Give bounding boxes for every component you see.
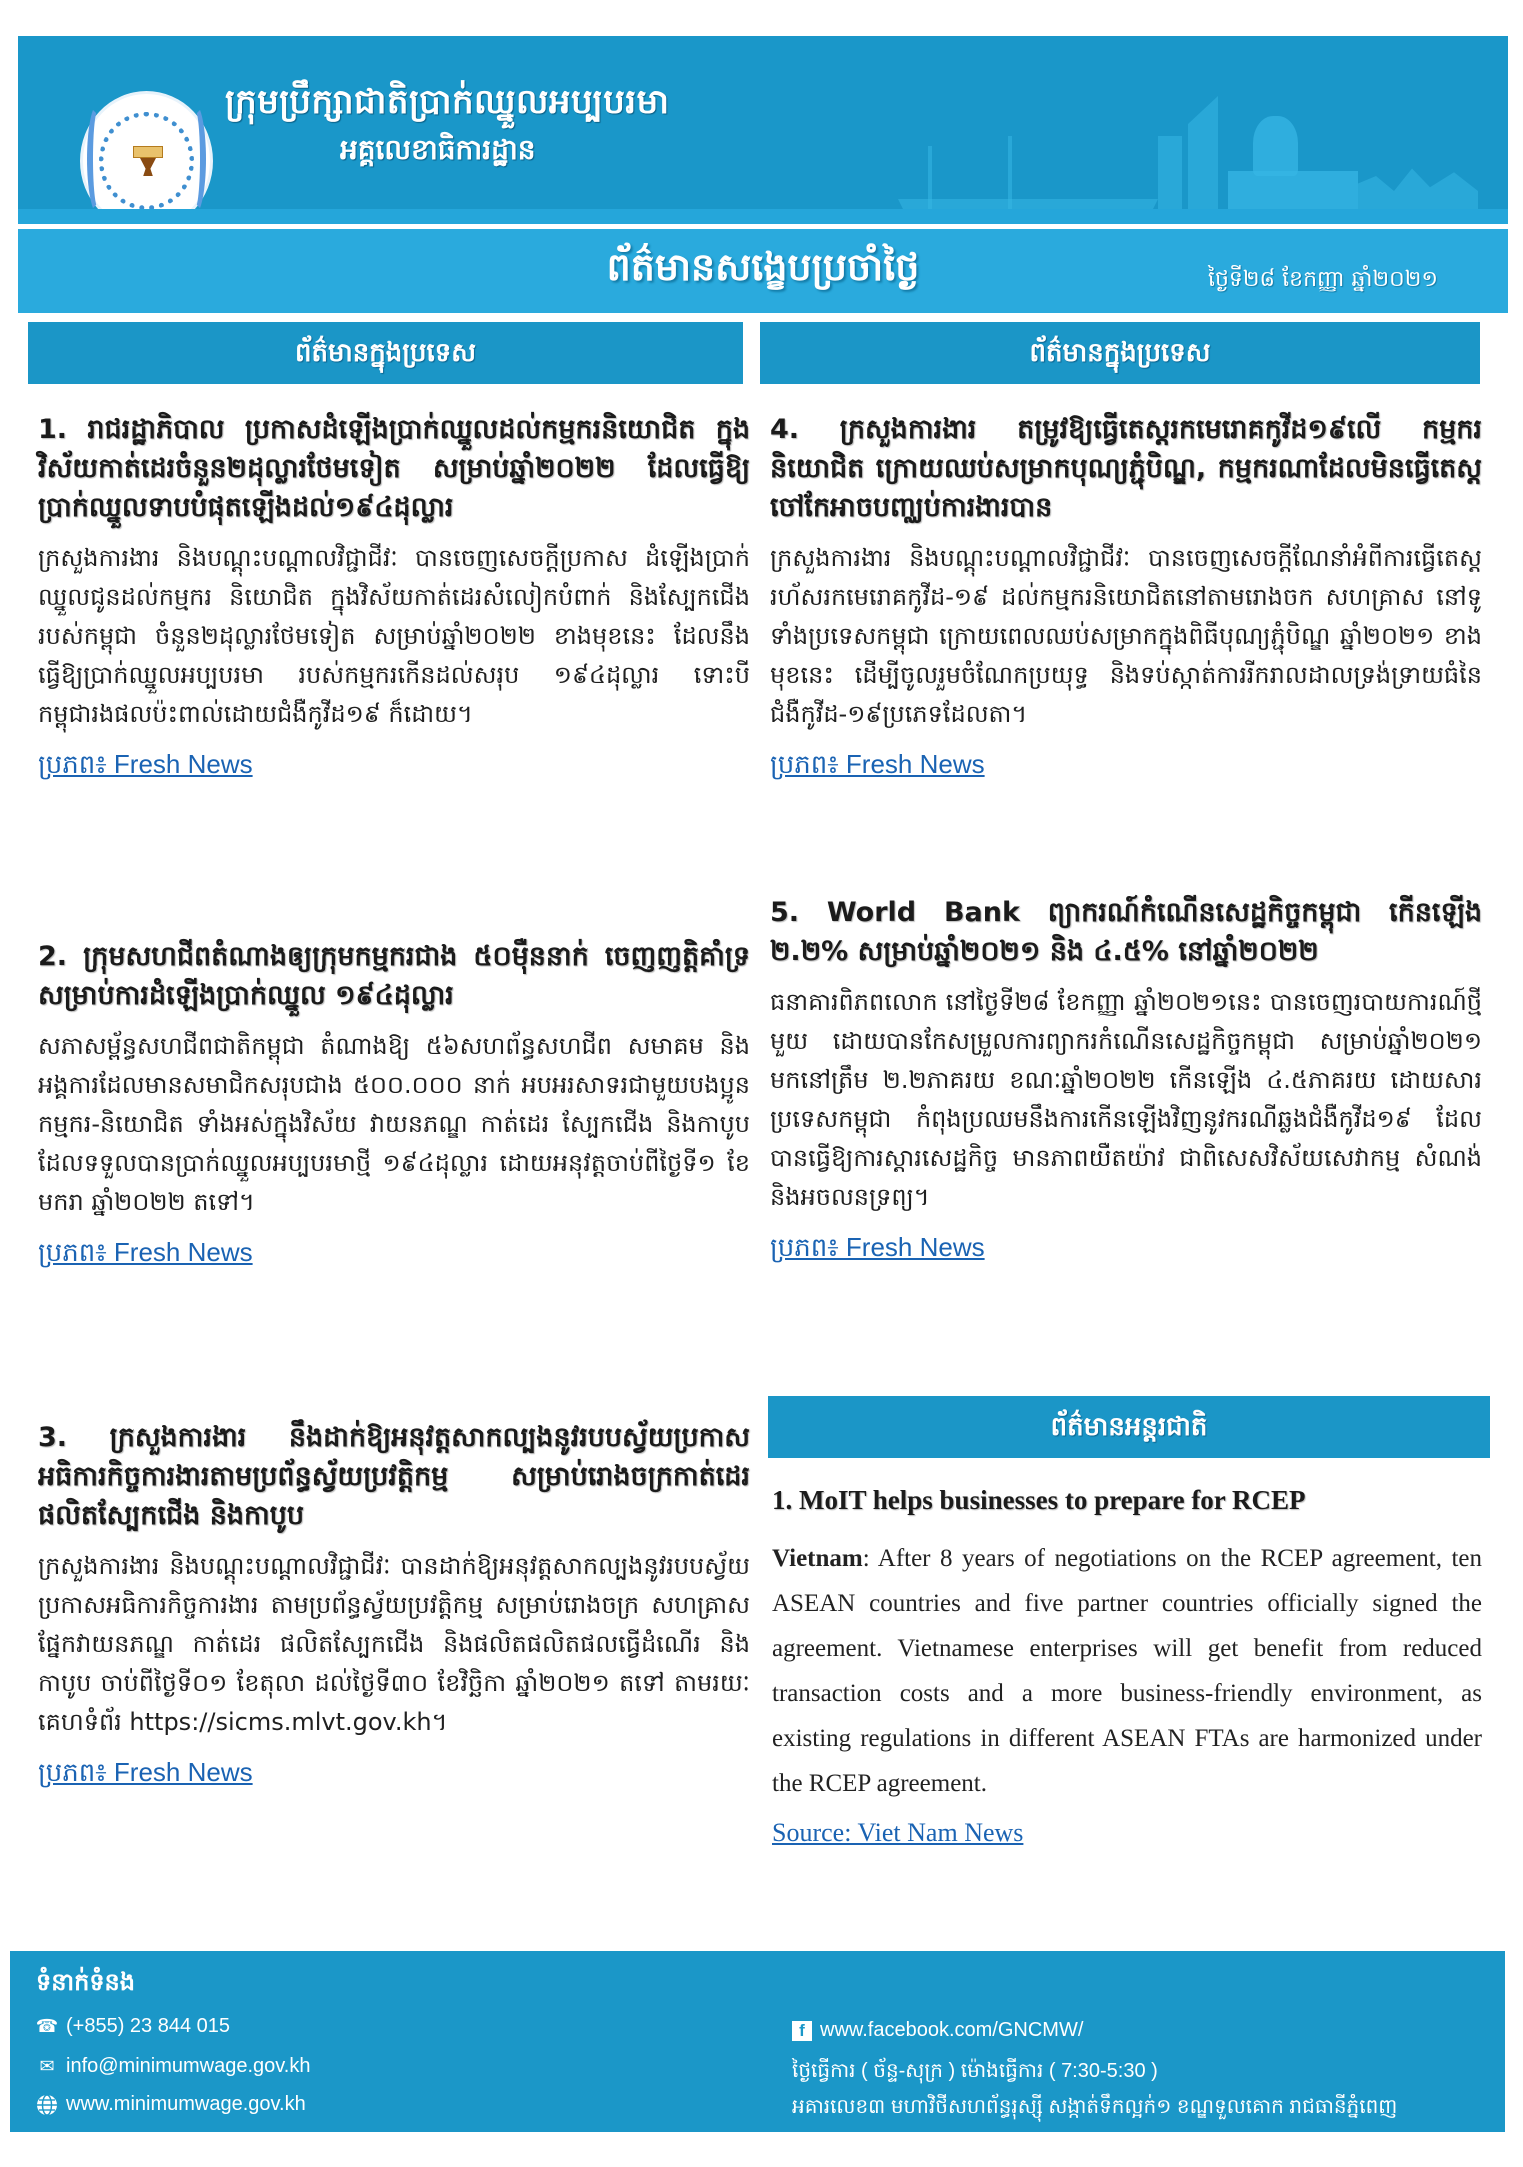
article-title: 5. World Bank ព្យាករណ៍កំណើនសេដ្ឋកិច្ចកម្ពុជា កើនឡើង ២.២% សម្រាប់ឆ្នាំ២០២១ និង ៤.៥% នៅឆ្នាំ២០២២ [770,897,1482,967]
bulletin-title-bar [18,229,1508,313]
international-article-1 [772,1485,1482,1848]
book-chalice-emblem-icon [133,146,163,180]
article-body: ធនាគារពិភពលោក នៅថ្ងៃទី២៨ ខែកញ្ញា ឆ្នាំ២០២១នេះ បានចេញរបាយការណ៍ថ្មីមួយ ដោយបានកែសម្រួលការព្យាករកំណើនសេដ្ឋកិច្ចកម្ពុជា សម្រាប់ឆ្នាំ២០២១ មកនៅត្រឹម ២.២ភាគរយ ខណៈឆ្នាំ២០២២ កើនឡើង ៤.៥ភាគរយ ដោយសារប្រទេសកម្ពុជា កំពុងប្រឈមនឹងការកើនឡើងវិញនូវករណីឆ្លងជំងឺកូវីដ១៩ ដែលបានធ្វើឱ្យការស្តារសេដ្ឋកិច្ច មានភាពយឺតយ៉ាវ ជាពិសេសវិស័យសេវាកម្ម សំណង់ និងអចលនទ្រព្យ។ [770,988,1482,1211]
article-title: 1. រាជរដ្ឋាភិបាល ប្រកាសដំឡើងប្រាក់ឈ្នួលដល់កម្មករនិយោជិត ក្នុងវិស័យកាត់ដេរចំនួន២ដុល្លារថែមទៀត សម្រាប់ឆ្នាំ២០២២ ដែលធ្វើឱ្យប្រាក់ឈ្នួលទាបបំផុតឡើងដល់១៩៤ដុល្លារ [38,414,750,523]
contact-website [36,2093,306,2116]
source-link[interactable]: ប្រភព៖ Fresh News [38,749,253,779]
article-2 [38,937,750,1274]
article-body [772,1536,1482,1806]
source-link[interactable]: ប្រភព៖ Fresh News [38,1757,253,1787]
bulletin-title: ព័ត៌មានសង្ខេបប្រចាំថ្ងៃ [606,245,920,289]
phone-icon: ☎ [35,2016,59,2036]
article-5 [770,893,1482,1269]
article-title: 3. ក្រសួងការងារ នឹងដាក់ឱ្យអនុវត្តសាកល្បងនូវរបបស្វ័យប្រកាសអធិការកិច្ចការងារតាមប្រព័ន្ធស្វ័យប្រវត្តិកម្ម សម្រាប់រោងចក្រកាត់ដេរ ផលិតស្បែកជើង និងកាបូប [38,1422,750,1531]
section-header-domestic-right: ព័ត៌មានក្នុងប្រទេស [760,322,1480,384]
article-4 [770,410,1482,786]
organization-logo [80,91,213,209]
article-body: ក្រសួងការងារ និងបណ្តុះបណ្តាលវិជ្ជាជីវៈ បានចេញសេចក្តីប្រកាស ដំឡើងប្រាក់ឈ្នួលជូនដល់កម្មករ និយោជិត ក្នុងវិស័យកាត់ដេរសំលៀកបំពាក់ និងស្បែកជើងរបស់កម្ពុជា ចំនួន២ដុល្លារថែមទៀត សម្រាប់ឆ្នាំ២០២២ ខាងមុខនេះ ដែលនឹងធ្វើឱ្យប្រាក់ឈ្នួលអប្បបរមា របស់កម្មករកើនដល់សរុប ១៩៤ដុល្លារ ទោះបីកម្ពុជារងផលប៉ះពាល់ដោយជំងឺកូវីដ១៩ ក៏ដោយ។ [38,544,750,728]
article-body: សភាសម្ព័ន្ធសហជីពជាតិកម្ពុជា តំណាងឱ្យ ៥៦សហព័ន្ធសហជីព សមាគម និងអង្គការដែលមានសមាជិកសរុបជាង ៥០០.០០០ នាក់ អបអរសាទរជាមួយបងប្អូនកម្មករ-និយោជិត ទាំងអស់ក្នុងវិស័យ វាយនភណ្ឌ កាត់ដេរ ស្បែកជើង និងកាបូប ដែលទទួលបានប្រាក់ឈ្នួលអប្បបរមាថ្មី ១៩៤ដុល្លារ ដោយអនុវត្តចាប់ពីថ្ងៃទី១ ខែមករា ឆ្នាំ២០២២ តទៅ។ [38,1032,750,1216]
section-header-international: ព័ត៌មានអន្តរជាតិ [768,1396,1490,1458]
article-body: ក្រសួងការងារ និងបណ្តុះបណ្តាលវិជ្ជាជីវៈ បានដាក់ឱ្យអនុវត្តសាកល្បងនូវរបបស្វ័យប្រកាសអធិការកិច្ចការងារ តាមប្រព័ន្ធស្វ័យប្រវត្តិកម្ម សម្រាប់រោងចក្រ សហគ្រាស ផ្នែកវាយនភណ្ឌ កាត់ដេរ ផលិតស្បែកជើង និងផលិតផលិតផលធ្វើដំណើរ និងកាបូប ចាប់ពីថ្ងៃទី០១ ខែតុលា ដល់ថ្ងៃទី៣០ ខែវិច្ឆិកា ឆ្នាំ២០២១ តទៅ តាមរយៈគេហទំព័រ https://sicms.mlvt.gov.kh។ [38,1552,750,1736]
section-header-domestic-left: ព័ត៌មានក្នុងប្រទេស [28,322,743,384]
office-address: អគារលេខ៣ មហាវិថីសហព័ន្ធរុស្ស៊ី សង្កាត់ទឹកល្អក់១ ខណ្ឌទួលគោក រាជធានីភ្នំពេញ [792,2096,1398,2118]
article-3 [38,1418,750,1794]
header-divider [18,209,1508,224]
phone-number[interactable]: (+855) 23 844 015 [66,2015,231,2037]
skyline-illustration [858,76,1508,209]
source-link[interactable]: ប្រភព៖ Fresh News [770,749,985,779]
facebook-icon: f [792,2021,812,2041]
footer-contact [10,1951,1505,2132]
envelope-icon: ✉ [39,2056,55,2076]
source-link[interactable]: ប្រភព៖ Fresh News [38,1237,253,1267]
article-text: : After 8 years of negotiations on the RCEP agreement, ten ASEAN countries and five partner countries officially signed the agreement. Vietnamese enterprises will get benefit from reduced transaction costs and a more business-friendly environment, as existing regulations in different ASEAN FTAs are harmonized under the RCEP agreement. [772,1545,1482,1797]
bulletin-date: ថ្ងៃទី២៨ ខែកញ្ញា ឆ្នាំ២០២១ [1207,267,1438,292]
article-body: ក្រសួងការងារ និងបណ្តុះបណ្តាលវិជ្ជាជីវៈ បានចេញសេចក្តីណែនាំអំពីការធ្វើតេស្តរហ័សរកមេរោគកូវីដ-១៩ ដល់កម្មករនិយោជិតនៅតាមរោងចក សហគ្រាស នៅទូទាំងប្រទេសកម្ពុជា ក្រោយពេលឈប់សម្រាកក្នុងពិធីបុណ្យភ្ជុំបិណ្ឌ ឆ្នាំ២០២១ ខាងមុខនេះ ដើម្បីចូលរួមចំណែកប្រយុទ្ធ និងទប់ស្កាត់ការរីករាលដាលទ្រង់ទ្រាយធំនៃជំងឺកូវីដ-១៩ប្រភេទដែលតា។ [770,544,1482,728]
contact-phone [36,2015,230,2038]
website-link[interactable]: www.minimumwage.gov.kh [66,2093,306,2115]
article-location: Vietnam [772,1545,863,1572]
contact-facebook [792,2019,1083,2042]
article-title: 4. ក្រសួងការងារ តម្រូវឱ្យធ្វើតេស្តរកមេរោគកូវីដ១៩លើ កម្មករនិយោជិត ក្រោយឈប់សម្រាកបុណ្យភ្ជុំបិណ្ឌ, កម្មករណាដែលមិនធ្វើតេស្ត ចៅកែអាចបញ្ឈប់ការងារបាន [770,414,1482,523]
email-link[interactable]: info@minimumwage.gov.kh [66,2055,311,2077]
facebook-link[interactable]: www.facebook.com/GNCMW/ [820,2019,1084,2041]
organization-name: ក្រុមប្រឹក្សាជាតិប្រាក់ឈ្នួលអប្បបរមា [225,82,670,122]
contact-email [36,2055,310,2078]
source-link[interactable]: Source: Viet Nam News [772,1818,1024,1847]
office-hours: ថ្ងៃធ្វើការ ( ច័ន្ទ-សុក្រ ) ម៉ោងធ្វើការ ( 7:30-5:30 ) [792,2060,1158,2082]
organization-subtitle: អគ្គលេខាធិការដ្ឋាន [340,133,536,166]
article-1 [38,410,750,786]
contact-heading: ទំនាក់ទំនង [36,1968,136,1996]
source-link[interactable]: ប្រភព៖ Fresh News [770,1232,985,1262]
article-title: 2. ក្រុមសហជីពតំណាងឲ្យក្រុមកម្មករជាង ៥០ម៉ឺននាក់ ចេញញត្តិគាំទ្រ សម្រាប់ការដំឡើងប្រាក់ឈ្នួល ១៩៤ដុល្លារ [38,941,750,1011]
article-title: 1. MoIT helps businesses to prepare for RCEP [772,1485,1306,1515]
globe-icon [36,2094,58,2116]
